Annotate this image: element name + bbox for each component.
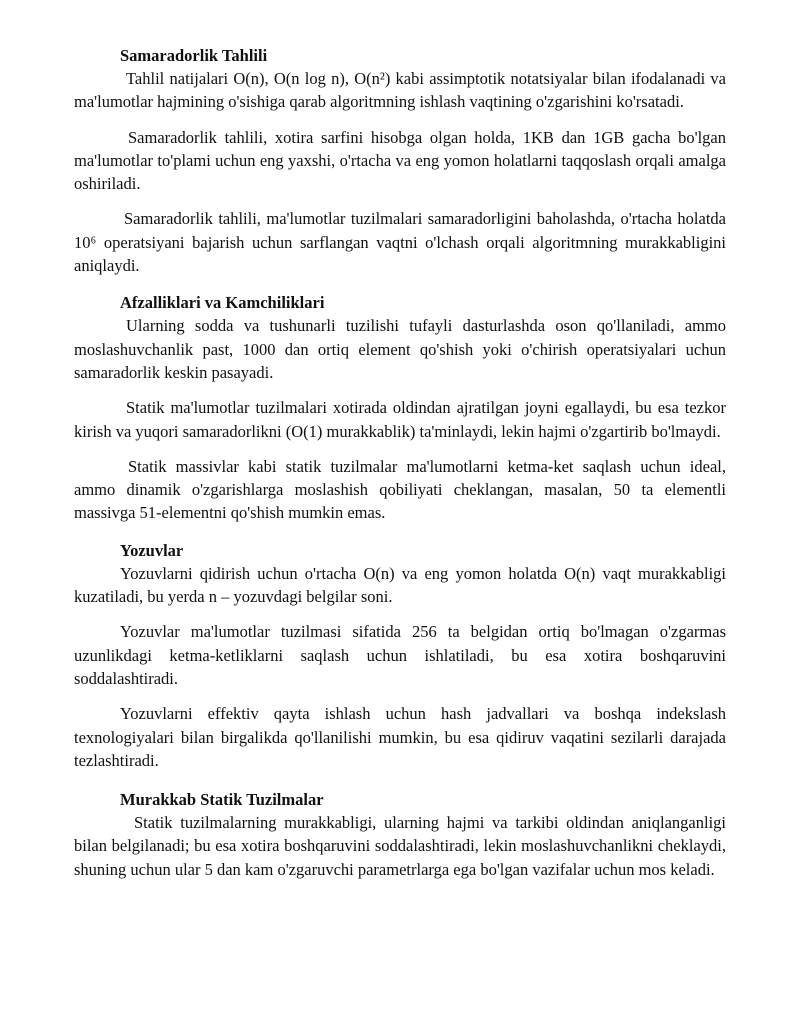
paragraph: Statik tuzilmalarning murakkabligi, ularning hajmi va tarkibi oldindan aniqlanganligi bilan belgilanadi; bu esa xotira boshqaruvini soddalashtiradi, lekin moslashuvchanlikni cheklaydi, shuning uchun ular 5 dan kam o'zgaruvchi parametrlarga ega bo'lgan vazifalar uchun mos keladi. — [74, 813, 726, 879]
paragraph: Samaradorlik tahlili, ma'lumotlar tuzilmalari samaradorligini baholashda, o'rtacha holatda 10⁶ operatsiyani bajarish uchun sarflangan vaqtni o'lchash orqali algoritmning murakkabligini aniqlaydi. — [74, 209, 726, 276]
paragraph: Yozuvlar ma'lumotlar tuzilmasi sifatida 256 ta belgidan ortiq bo'lmagan o'zgarmas uzunlikdagi ketma-ketliklarni saqlash uchun ishlatiladi, bu esa xotira boshqaruvini soddalashtiradi. — [74, 622, 726, 688]
section-heading: Samaradorlik Tahlili — [120, 46, 268, 65]
document-page — [74, 44, 726, 881]
section-yozuvlar — [74, 539, 726, 772]
section-afzalliklari-va-kamchiliklari — [74, 291, 726, 524]
paragraph: Ularning sodda va tushunarli tuzilishi tufayli dasturlashda oson qo'llaniladi, ammo moslashuvchanlik past, 1000 dan ortiq element qo'shish yoki o'chirish operatsiyalari uchun samaradorlik keskin pasayadi. — [74, 316, 726, 382]
paragraph: Samaradorlik tahlili, xotira sarfini hisobga olgan holda, 1KB dan 1GB gacha bo'lgan ma'lumotlar to'plami uchun eng yaxshi, o'rtacha va eng yomon holatlarni taqqoslash orqali amalga oshiriladi. — [74, 127, 726, 194]
paragraph: Statik ma'lumotlar tuzilmalari xotirada oldindan ajratilgan joyni egallaydi, bu esa tezkor kirish va yuqori samaradorlikni (O(1) murakkablik) ta'minlaydi, lekin hajmi o'zgartirib bo'lmaydi. — [74, 398, 726, 441]
paragraph: Statik massivlar kabi statik tuzilmalar ma'lumotlarni ketma-ket saqlash uchun ideal, ammo dinamik o'zgarishlarga moslashish qobiliyati cheklangan, masalan, 50 ta elementli massivga 51-elementni qo'shish mumkin emas. — [74, 456, 726, 523]
paragraph: Yozuvlarni effektiv qayta ishlash uchun hash jadvallari va boshqa indekslash texnologiyalari bilan birgalikda qo'llanilishi mumkin, bu esa qidiruv vaqatini sezilarli darajada tezlashtiradi. — [74, 704, 726, 770]
paragraph: Tahlil natijalari O(n), O(n log n), O(n²) kabi assimptotik notatsiyalar bilan ifodalanadi va ma'lumotlar hajmining o'sishiga qarab algoritmning ishlash vaqtining o'zgarishini ko'rsatadi. — [74, 69, 726, 112]
section-samaradorlik-tahlili — [74, 44, 726, 277]
section-heading: Murakkab Statik Tuzilmalar — [120, 790, 324, 810]
paragraph: Yozuvlarni qidirish uchun o'rtacha O(n) va eng yomon holatda O(n) vaqt murakkabligi kuzatiladi, bu yerda n – yozuvdagi belgilar soni. — [74, 563, 726, 607]
section-murakkab-statik-tuzilmalar — [74, 788, 726, 881]
section-heading: Yozuvlar — [120, 540, 184, 560]
section-heading: Afzalliklari va Kamchiliklari — [120, 293, 325, 313]
